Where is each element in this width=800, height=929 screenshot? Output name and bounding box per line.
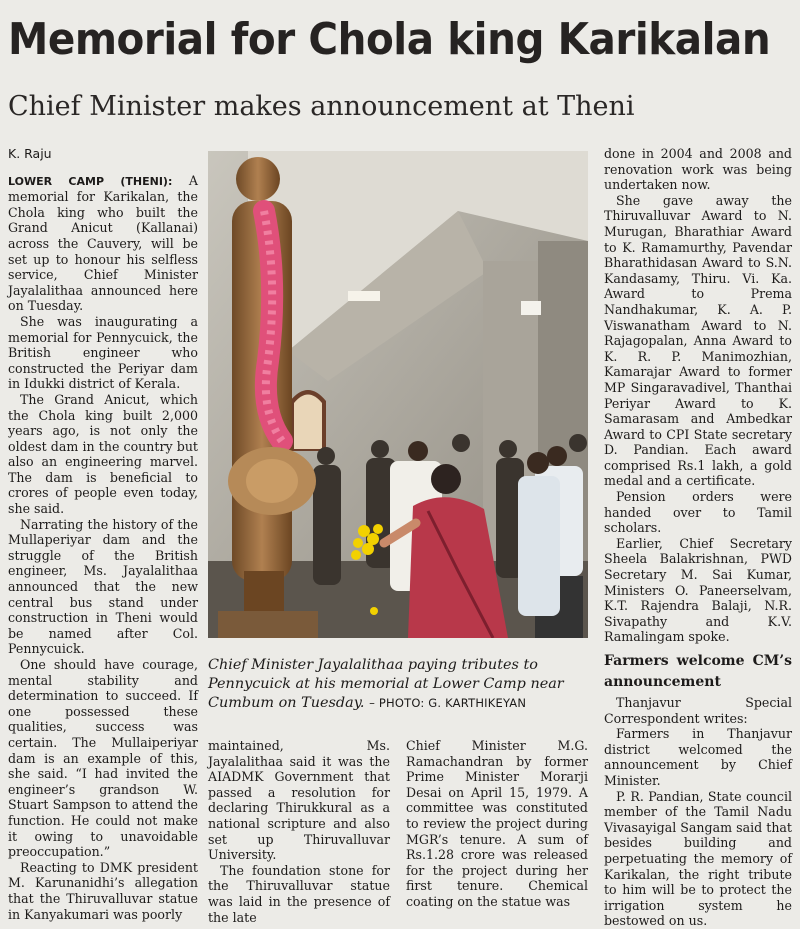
subheadline: Chief Minister makes announcement at Theni xyxy=(8,91,635,122)
paragraph: Thanjavur Special Correspondent writes: xyxy=(604,695,792,726)
paragraph: One should have courage, mental stability and determination to succeed. If one possessed these qualities, success was certain. The Mullaiperiyar dam is an example of this, she said. “I had invited the engineer’s grandson W. Stuart Sampson to attend the function. He could not make it owing to unavoidable preoccupation.” xyxy=(8,657,198,860)
paragraph: She was inaugurating a memorial for Pennycuick, the British engineer who constructed the Periyar dam in Idukki district of Kerala. xyxy=(8,313,198,392)
dateline: LOWER CAMP (THENI): xyxy=(8,174,173,188)
paragraph: The Grand Anicut, which the Chola king built 2,000 years ago, is not only the oldest dam in the country but also an engineering marvel. The dam is beneficial to crores of people even today, she said. xyxy=(8,391,198,517)
lead-text: A memorial for Karikalan, the Chola king who built the Grand Anicut (Kallanai) across the Cauvery, will be set up to honour his selfless service, Chief Minister Jayalalithaa announced here on Tuesday. xyxy=(8,172,198,314)
paragraph: The foundation stone for the Thiruvalluvar statue was laid in the presence of the late xyxy=(208,862,390,925)
article-column-4 xyxy=(604,146,792,929)
article-column-1 xyxy=(8,146,198,922)
paragraph: Farmers in Thanjavur district welcomed the announcement by Chief Minister. xyxy=(604,726,792,788)
paragraph: Chief Minister M.G. Ramachandran by former Prime Minister Morarji Desai on April 15, 1979. A committee was constituted to review the project during MGR’s tenure. A sum of Rs.1.28 crore was released for the project during her first tenure. Chemical coating on the statue was xyxy=(406,738,588,909)
article-column-2 xyxy=(208,738,390,925)
photo-caption xyxy=(208,656,588,713)
paragraph: She gave away the Thiruvalluvar Award to N. Murugan, Bharathiar Award to K. Ramamurthy, Pavendar Bharathidasan Award to S.N. Kandasamy, Thiru. Vi. Ka. Award to Prema Nandhakumar, K. A. P. Viswanatham Award to N. Rajagopalan, Anna Award to K. R. P. Manimozhian, Kamarajar Award to former MP Singaravadivel, Thanthai Periyar Award to K. Samarasam and Ambedkar Award to CPI State secretary D. Pandian. Each award comprised Rs.1 lakh, a gold medal and a certificate. xyxy=(604,192,792,489)
memorial-photo xyxy=(208,151,588,638)
paragraph: maintained, Ms. Jayalalithaa said it was the AIADMK Government that passed a resolution for declaring Thirukkural as a national scripture and also set up Thiruvalluvar University. xyxy=(208,738,390,863)
photo-credit: – PHOTO: G. KARTHIKEYAN xyxy=(369,696,527,710)
byline: K. Raju xyxy=(8,146,52,161)
lead-paragraph xyxy=(8,173,198,314)
section-subheading: Farmers welcome CM’s announcement xyxy=(604,653,792,690)
paragraph: Pension orders were handed over to Tamil scholars. xyxy=(604,489,792,536)
paragraph: Reacting to DMK president M. Karunanidhi’s allegation that the Thiruvalluvar statue in Kanyakumari was poorly xyxy=(8,859,198,922)
paragraph: P. R. Pandian, State council member of the Tamil Nadu Vivasayigal Sangam said that besides building and perpetuating the memory of Karikalan, the right tribute to him will be to protect the irrigation system he bestowed on us. xyxy=(604,788,792,929)
paragraph: Narrating the history of the Mullaperiyar dam and the struggle of the British engineer, Ms. Jayalalithaa announced that the new central bus stand under construction in Theni would be named after Col. Pennycuick. xyxy=(8,516,198,657)
headline: Memorial for Chola king Karikalan xyxy=(8,14,771,65)
caption-text: Chief Minister Jayalalithaa paying tributes to Pennycuick at his memorial at Lower Camp near Cumbum on Tuesday. xyxy=(208,657,564,711)
article-column-3 xyxy=(406,738,588,910)
paragraph: done in 2004 and 2008 and renovation work was being undertaken now. xyxy=(604,146,792,193)
paragraph: Earlier, Chief Secretary Sheela Balakrishnan, PWD Secretary M. Sai Kumar, Ministers O. Paneerselvam, K.T. Rajendra Balaji, N.R. Sivapathy and K.V. Ramalingam spoke. xyxy=(604,535,792,645)
photo-illustration xyxy=(208,151,588,638)
